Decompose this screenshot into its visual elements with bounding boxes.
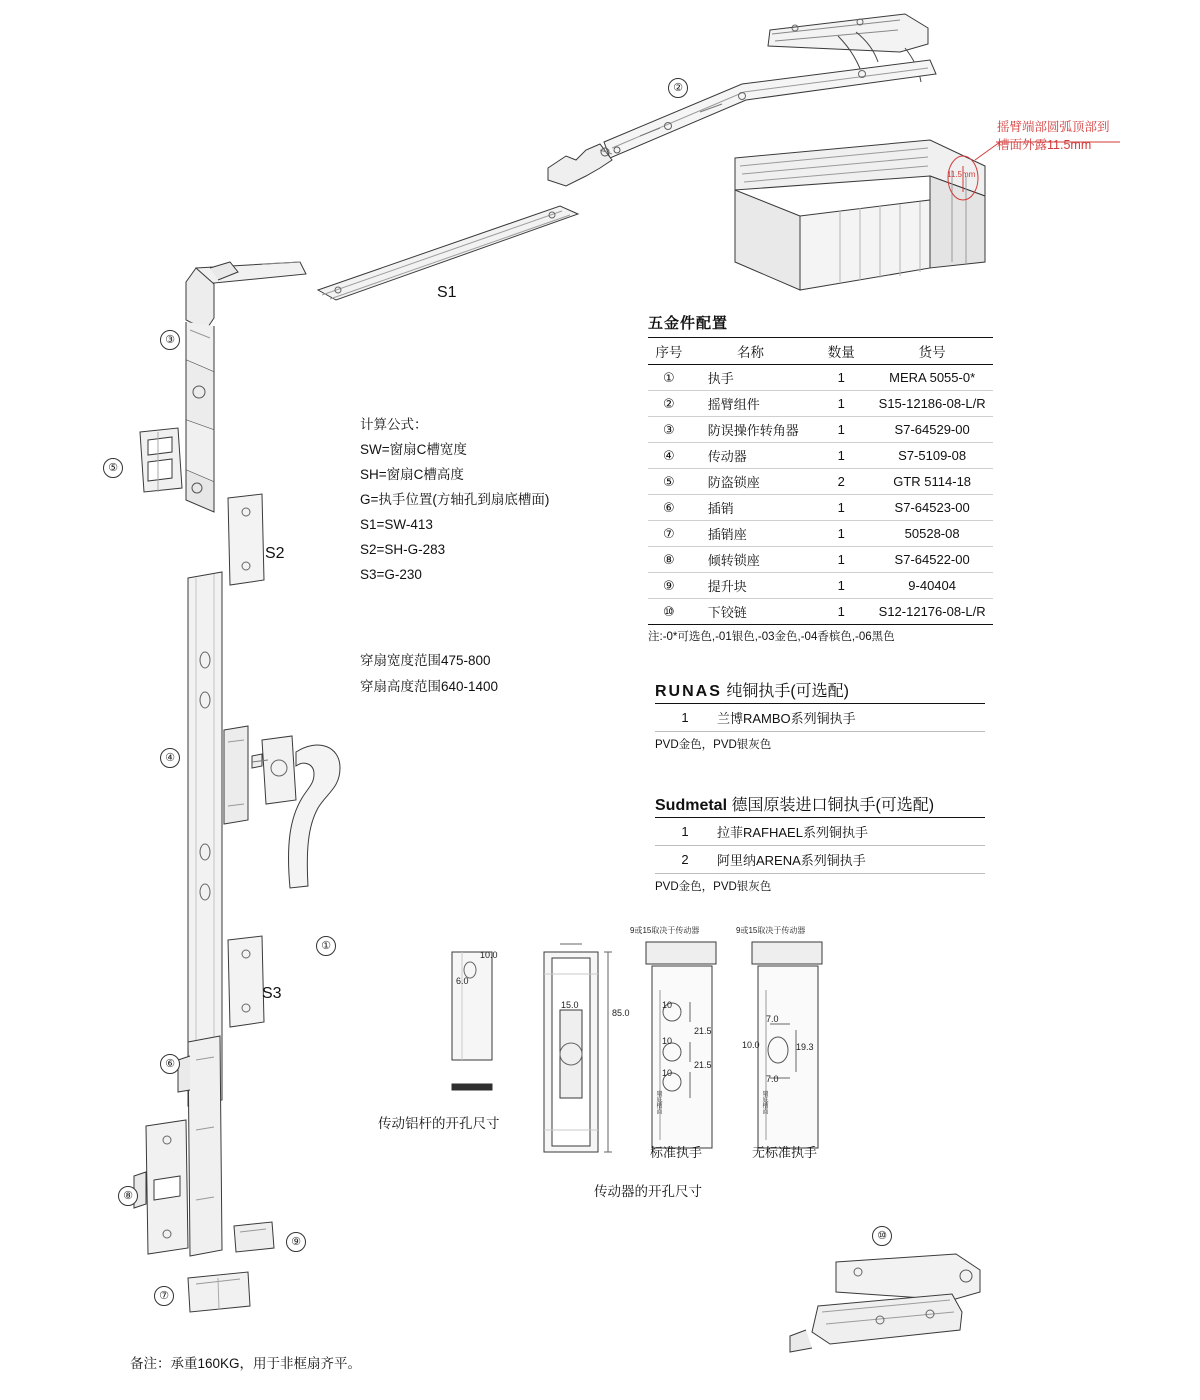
table-row <box>648 365 993 391</box>
dim-nonstd-d: 19.3 <box>796 1042 814 1052</box>
sudmetal-logo-a: Sud <box>655 797 686 814</box>
cell-code: S7-64523-00 <box>871 495 993 521</box>
table-row <box>648 469 993 495</box>
marker-4: ④ <box>160 748 180 768</box>
hardware-config-table <box>648 312 993 644</box>
cell-code: 50528-08 <box>871 521 993 547</box>
caption-gear-drill: 传动器的开孔尺寸 <box>594 1184 702 1199</box>
footnote: 备注：承重160KG，用于非框扇齐平。 <box>130 1356 362 1371</box>
formula-line: SW=窗扇C槽宽度 <box>360 442 467 457</box>
dim-nonstd-b: 10.0 <box>742 1040 760 1050</box>
cell-name: 插销座 <box>690 521 812 547</box>
table-row <box>648 599 993 625</box>
marker-1: ① <box>316 936 336 956</box>
rocker-callout-text <box>997 118 1187 154</box>
label-s2: S2 <box>265 545 285 562</box>
th-name: 名称 <box>690 338 812 365</box>
sudmetal-finish-note: PVD金色，PVD银灰色 <box>655 881 772 893</box>
dim-rod-width: 10.0 <box>480 950 498 960</box>
marker-8: ⑧ <box>118 1186 138 1206</box>
calculation-formula <box>360 412 549 587</box>
cell-code: S7-64529-00 <box>871 417 993 443</box>
vert-note-nonstd: 扇底槽面 <box>761 1090 767 1114</box>
cell-index: ⑦ <box>648 521 690 547</box>
cell-code: S7-64522-00 <box>871 547 993 573</box>
runas-row-name: 兰博RAMBO系列铜执手 <box>715 704 985 732</box>
range-height: 穿扇高度范围640-1400 <box>360 679 499 694</box>
runas-optional-handle-block <box>655 678 985 752</box>
table-row <box>648 547 993 573</box>
cell-qty: 1 <box>811 495 871 521</box>
formula-title: 计算公式： <box>360 417 428 432</box>
table-row <box>648 391 993 417</box>
cell-name: 倾转锁座 <box>690 547 812 573</box>
callout-badge: 11.5mm <box>947 170 976 179</box>
range-width: 穿扇宽度范围475-800 <box>360 653 491 668</box>
list-item <box>655 846 985 874</box>
dim-nonstd-a: 7.0 <box>766 1014 779 1024</box>
runas-finish-note: PVD金色，PVD银灰色 <box>655 739 772 751</box>
marker-7: ⑦ <box>154 1286 174 1306</box>
cell-qty: 1 <box>811 417 871 443</box>
dim-std-d: 21.5 <box>694 1026 712 1036</box>
note-gear-right: 9或15取决于传动器 <box>736 926 806 935</box>
cell-name: 防盗锁座 <box>690 469 812 495</box>
sudmetal-row-name: 拉菲RAFHAEL系列铜执手 <box>715 818 985 846</box>
formula-line: S3=G-230 <box>360 567 422 582</box>
runas-logo: RUNAS <box>655 683 722 700</box>
label-standard-handle: 标准执手 <box>650 1145 703 1160</box>
cell-name: 执手 <box>690 365 812 391</box>
cell-name: 插销 <box>690 495 812 521</box>
th-index: 序号 <box>648 338 690 365</box>
table-row <box>648 495 993 521</box>
vert-note-std: 扇底槽面 <box>655 1090 661 1114</box>
table-row <box>648 573 993 599</box>
cell-qty: 2 <box>811 469 871 495</box>
label-s1: S1 <box>437 284 457 301</box>
table-row <box>648 417 993 443</box>
hardware-table-title: 五金件配置 <box>648 315 729 332</box>
size-ranges <box>360 648 498 700</box>
dim-plate-width: 15.0 <box>561 1000 579 1010</box>
callout-line-1: 摇臂端部圆弧顶部到 <box>997 120 1110 134</box>
cell-qty: 1 <box>811 521 871 547</box>
sudmetal-heading: 德国原装进口铜执手(可选配) <box>731 797 935 814</box>
cell-qty: 1 <box>811 573 871 599</box>
cell-code: 9-40404 <box>871 573 993 599</box>
sudmetal-optional-handle-block <box>655 792 985 894</box>
caption-rod-drill: 传动铝杆的开孔尺寸 <box>378 1116 500 1131</box>
runas-heading-row <box>655 678 985 701</box>
sudmetal-heading-row <box>655 792 985 815</box>
cell-index: ① <box>648 365 690 391</box>
cell-index: ③ <box>648 417 690 443</box>
cell-qty: 1 <box>811 391 871 417</box>
cell-index: ⑧ <box>648 547 690 573</box>
th-code: 货号 <box>871 338 993 365</box>
formula-line: SH=窗扇C槽高度 <box>360 467 464 482</box>
formula-line: S1=SW-413 <box>360 517 433 532</box>
marker-9: ⑨ <box>286 1232 306 1252</box>
hardware-table-note: 注:-0*可选色,-01银色,-03金色,-04香槟色,-06黑色 <box>648 631 895 643</box>
note-gear-left: 9或15取决于传动器 <box>630 926 700 935</box>
cell-index: ④ <box>648 443 690 469</box>
dim-std-a: 10 <box>662 1000 673 1010</box>
runas-heading: 纯铜执手(可选配) <box>726 683 850 700</box>
cell-name: 传动器 <box>690 443 812 469</box>
list-item <box>655 818 985 846</box>
cell-name: 摇臂组件 <box>690 391 812 417</box>
label-nonstandard-handle: 无标准执手 <box>752 1145 818 1160</box>
sudmetal-row-no: 1 <box>655 818 715 846</box>
sudmetal-row-name: 阿里纳ARENA系列铜执手 <box>715 846 985 874</box>
cell-index: ⑩ <box>648 599 690 625</box>
marker-3: ③ <box>160 330 180 350</box>
marker-6: ⑥ <box>160 1054 180 1074</box>
cell-code: S15-12186-08-L/R <box>871 391 993 417</box>
callout-line-2: 槽面外露11.5mm <box>997 138 1092 152</box>
cell-code: S7-5109-08 <box>871 443 993 469</box>
cell-index: ⑥ <box>648 495 690 521</box>
dim-plate-height: 85.0 <box>612 1008 630 1018</box>
cell-code: GTR 5114-18 <box>871 469 993 495</box>
dim-nonstd-c: 7.0 <box>766 1074 779 1084</box>
marker-5: ⑤ <box>103 458 123 478</box>
runas-row-no: 1 <box>655 704 715 732</box>
table-header-row <box>648 338 993 365</box>
cell-name: 防误操作转角器 <box>690 417 812 443</box>
dim-std-c: 10 <box>662 1068 673 1078</box>
sudmetal-row-no: 2 <box>655 846 715 874</box>
marker-10: ⑩ <box>872 1226 892 1246</box>
cell-index: ⑨ <box>648 573 690 599</box>
cell-qty: 1 <box>811 365 871 391</box>
cell-code: S12-12176-08-L/R <box>871 599 993 625</box>
table-row <box>648 521 993 547</box>
label-s3: S3 <box>262 985 282 1002</box>
formula-line: S2=SH-G-283 <box>360 542 446 557</box>
table-row <box>648 443 993 469</box>
th-qty: 数量 <box>811 338 871 365</box>
cell-qty: 1 <box>811 599 871 625</box>
dim-rod-height: 6.0 <box>456 976 469 986</box>
dim-std-e: 21.5 <box>694 1060 712 1070</box>
cell-name: 提升块 <box>690 573 812 599</box>
cell-code: MERA 5055-0* <box>871 365 993 391</box>
sudmetal-logo-b: metal <box>685 797 728 814</box>
cell-index: ② <box>648 391 690 417</box>
marker-2: ② <box>668 78 688 98</box>
cell-qty: 1 <box>811 547 871 573</box>
formula-line: G=执手位置(方轴孔到扇底槽面) <box>360 492 550 507</box>
cell-index: ⑤ <box>648 469 690 495</box>
cell-name: 下铰链 <box>690 599 812 625</box>
cell-qty: 1 <box>811 443 871 469</box>
dim-std-b: 10 <box>662 1036 673 1046</box>
list-item <box>655 704 985 732</box>
